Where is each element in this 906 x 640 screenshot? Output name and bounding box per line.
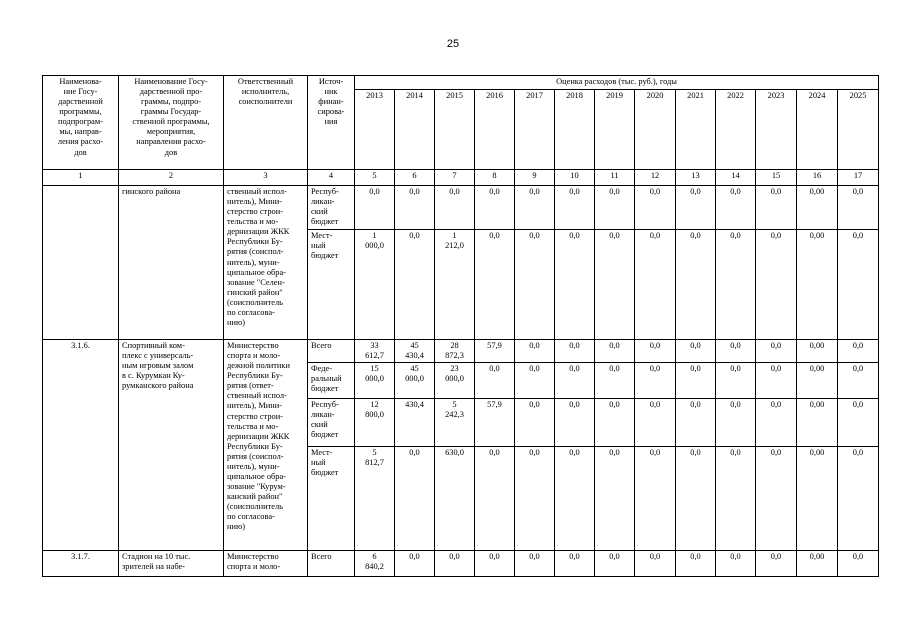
expense-value: 0,00 (797, 186, 838, 230)
column-number: 1 (43, 170, 119, 186)
expense-value: 0,0 (676, 447, 716, 551)
expense-value: 1 000,0 (355, 230, 395, 340)
expense-value: 0,0 (475, 363, 515, 399)
measure-name: Стадион на 10 тыс. зрителей на набе- (119, 551, 224, 577)
expense-value: 0,0 (555, 399, 595, 447)
year-header: 2016 (475, 90, 515, 170)
column-number: 13 (676, 170, 716, 186)
table-body (43, 186, 879, 577)
year-header: 2017 (515, 90, 555, 170)
expense-value: 0,00 (797, 340, 838, 363)
table-row (43, 186, 879, 230)
funding-source: Респуб- ликан- ский бюджет (308, 399, 355, 447)
expense-value: 430,4 (395, 399, 435, 447)
expense-value: 0,0 (515, 399, 555, 447)
expense-value: 0,0 (595, 399, 635, 447)
year-header: 2023 (756, 90, 797, 170)
page-number: 25 (446, 38, 460, 50)
expense-value: 45 430,4 (395, 340, 435, 363)
responsible-executor: ственный испол- нитель), Мини- стерство строи- тельства и мо- дернизации ЖКК Республики Бу- рятия (соиспол- нитель), муни- ципальное обра- зование "Селен- гинский район" (соисполнитель по согласова- нию) (224, 186, 308, 340)
expense-value: 0,0 (838, 399, 879, 447)
expense-value: 0,00 (797, 551, 838, 577)
expense-value: 0,0 (756, 340, 797, 363)
responsible-executor: Министерство спорта и моло- (224, 551, 308, 577)
expense-value: 0,0 (838, 230, 879, 340)
funding-source: Всего (308, 551, 355, 577)
expense-value: 0,0 (838, 340, 879, 363)
expense-value: 0,0 (635, 551, 676, 577)
year-header: 2025 (838, 90, 879, 170)
expense-value: 0,0 (635, 230, 676, 340)
column-number: 2 (119, 170, 224, 186)
table-row (43, 551, 879, 577)
year-header: 2020 (635, 90, 676, 170)
measure-code (43, 186, 119, 340)
column-number: 16 (797, 170, 838, 186)
year-header: 2015 (435, 90, 475, 170)
expense-value: 0,0 (716, 551, 756, 577)
expense-value: 0,0 (555, 230, 595, 340)
expense-value: 0,0 (716, 363, 756, 399)
expense-value: 0,0 (756, 363, 797, 399)
expense-value: 630,0 (435, 447, 475, 551)
column-number: 12 (635, 170, 676, 186)
expense-value: 0,0 (635, 340, 676, 363)
measure-code: 3.1.7. (43, 551, 119, 577)
column-number: 14 (716, 170, 756, 186)
expense-value: 0,00 (797, 399, 838, 447)
expense-value: 0,0 (716, 230, 756, 340)
expense-value: 0,0 (838, 186, 879, 230)
year-header: 2014 (395, 90, 435, 170)
header-expense-estimate: Оценка расходов (тыс. руб.), годы (355, 76, 879, 90)
expense-value: 0,0 (716, 447, 756, 551)
expense-value: 0,0 (838, 447, 879, 551)
expense-value: 0,0 (555, 447, 595, 551)
expense-value: 5 812,7 (355, 447, 395, 551)
expense-value: 0,0 (515, 551, 555, 577)
expense-value: 0,0 (756, 186, 797, 230)
column-number: 17 (838, 170, 879, 186)
expense-value: 0,0 (676, 551, 716, 577)
measure-name: Спортивный ком- плекс с универсаль- ным игровым залом в с. Курумкан Ку- румканского района (119, 340, 224, 551)
expense-value: 0,0 (395, 186, 435, 230)
header-measure-name: Наименование Госу- дарственной про- граммы, подпро- граммы Государ- ственной программы, мероприятия, направления расхо- дов (119, 76, 224, 170)
measure-code: 3.1.6. (43, 340, 119, 551)
expense-value: 0,0 (635, 363, 676, 399)
column-number: 7 (435, 170, 475, 186)
column-number: 5 (355, 170, 395, 186)
header-funding-source: Источ- ник финан- сирова- ния (308, 76, 355, 170)
expense-value: 0,0 (475, 447, 515, 551)
expense-value: 0,0 (676, 186, 716, 230)
expense-value: 33 612,7 (355, 340, 395, 363)
expense-value: 1 212,0 (435, 230, 475, 340)
expense-value: 0,0 (676, 399, 716, 447)
column-numbers-row (43, 170, 879, 186)
expense-value: 28 872,3 (435, 340, 475, 363)
expense-value: 0,0 (595, 447, 635, 551)
year-header: 2022 (716, 90, 756, 170)
expense-value: 0,0 (676, 230, 716, 340)
year-header: 2018 (555, 90, 595, 170)
year-header: 2013 (355, 90, 395, 170)
expense-value: 6 840,2 (355, 551, 395, 577)
funding-source: Мест- ный бюджет (308, 230, 355, 340)
expense-value: 0,0 (716, 186, 756, 230)
expense-value: 23 000,0 (435, 363, 475, 399)
expense-value: 0,0 (838, 363, 879, 399)
responsible-executor: Министерство спорта и моло- дежной политики Республики Бу- рятия (ответ- ственный испол- нитель), Мини- стерство строи- тельства и мо- дернизации ЖКК Республики Бу- рятия (соиспол- нитель), муни- ципальное обра- зование "Курум- канский район" (соисполнитель по согласова- нию) (224, 340, 308, 551)
expense-value: 0,00 (797, 447, 838, 551)
expense-value: 0,0 (395, 551, 435, 577)
funding-source: Всего (308, 340, 355, 363)
expense-value: 5 242,3 (435, 399, 475, 447)
expense-value: 0,0 (435, 186, 475, 230)
year-header: 2021 (676, 90, 716, 170)
expense-value: 0,0 (595, 340, 635, 363)
column-number: 15 (756, 170, 797, 186)
expense-value: 0,0 (635, 447, 676, 551)
expense-value: 0,0 (595, 363, 635, 399)
expense-value: 0,0 (475, 230, 515, 340)
header-program-name: Наименова- ние Госу- дарственной программы, подпрограм- мы, направ- ления расхо- дов (43, 76, 119, 170)
expense-value: 0,0 (676, 363, 716, 399)
column-number: 10 (555, 170, 595, 186)
column-number: 3 (224, 170, 308, 186)
expense-value: 12 800,0 (355, 399, 395, 447)
expense-value: 0,0 (635, 186, 676, 230)
column-number: 9 (515, 170, 555, 186)
expense-value: 0,0 (756, 551, 797, 577)
funding-source: Мест- ный бюджет (308, 447, 355, 551)
expense-value: 0,0 (515, 230, 555, 340)
expense-value: 0,0 (395, 230, 435, 340)
expense-value: 0,0 (555, 363, 595, 399)
expense-value: 0,0 (515, 340, 555, 363)
year-header: 2019 (595, 90, 635, 170)
expense-value: 0,0 (676, 340, 716, 363)
expense-value: 0,0 (716, 340, 756, 363)
expense-value: 0,00 (797, 363, 838, 399)
expense-value: 0,0 (595, 186, 635, 230)
expense-value: 0,0 (555, 186, 595, 230)
expense-value: 0,00 (797, 230, 838, 340)
measure-name: гинского района (119, 186, 224, 340)
expense-value: 57,9 (475, 399, 515, 447)
expense-value: 0,0 (475, 551, 515, 577)
expense-value: 57,9 (475, 340, 515, 363)
expense-value: 0,0 (515, 447, 555, 551)
header-responsible: Ответственный исполнитель, соисполнители (224, 76, 308, 170)
column-number: 11 (595, 170, 635, 186)
expenditure-table (42, 75, 879, 577)
funding-source: Респуб- ликан- ский бюджет (308, 186, 355, 230)
expense-value: 0,0 (756, 447, 797, 551)
column-number: 6 (395, 170, 435, 186)
expense-value: 0,0 (756, 399, 797, 447)
expense-value: 0,0 (435, 551, 475, 577)
expense-value: 0,0 (515, 363, 555, 399)
expense-value: 0,0 (355, 186, 395, 230)
column-number: 4 (308, 170, 355, 186)
expense-value: 0,0 (716, 399, 756, 447)
expense-value: 0,0 (756, 230, 797, 340)
expense-value: 0,0 (475, 186, 515, 230)
expense-value: 0,0 (515, 186, 555, 230)
expense-value: 0,0 (555, 340, 595, 363)
column-number: 8 (475, 170, 515, 186)
expense-value: 0,0 (838, 551, 879, 577)
funding-source: Феде- ральный бюджет (308, 363, 355, 399)
table-row (43, 340, 879, 363)
expense-value: 0,0 (395, 447, 435, 551)
year-header: 2024 (797, 90, 838, 170)
expense-value: 15 000,0 (355, 363, 395, 399)
expense-value: 45 000,0 (395, 363, 435, 399)
expense-value: 0,0 (555, 551, 595, 577)
expense-value: 0,0 (595, 230, 635, 340)
expense-value: 0,0 (595, 551, 635, 577)
expense-value: 0,0 (635, 399, 676, 447)
